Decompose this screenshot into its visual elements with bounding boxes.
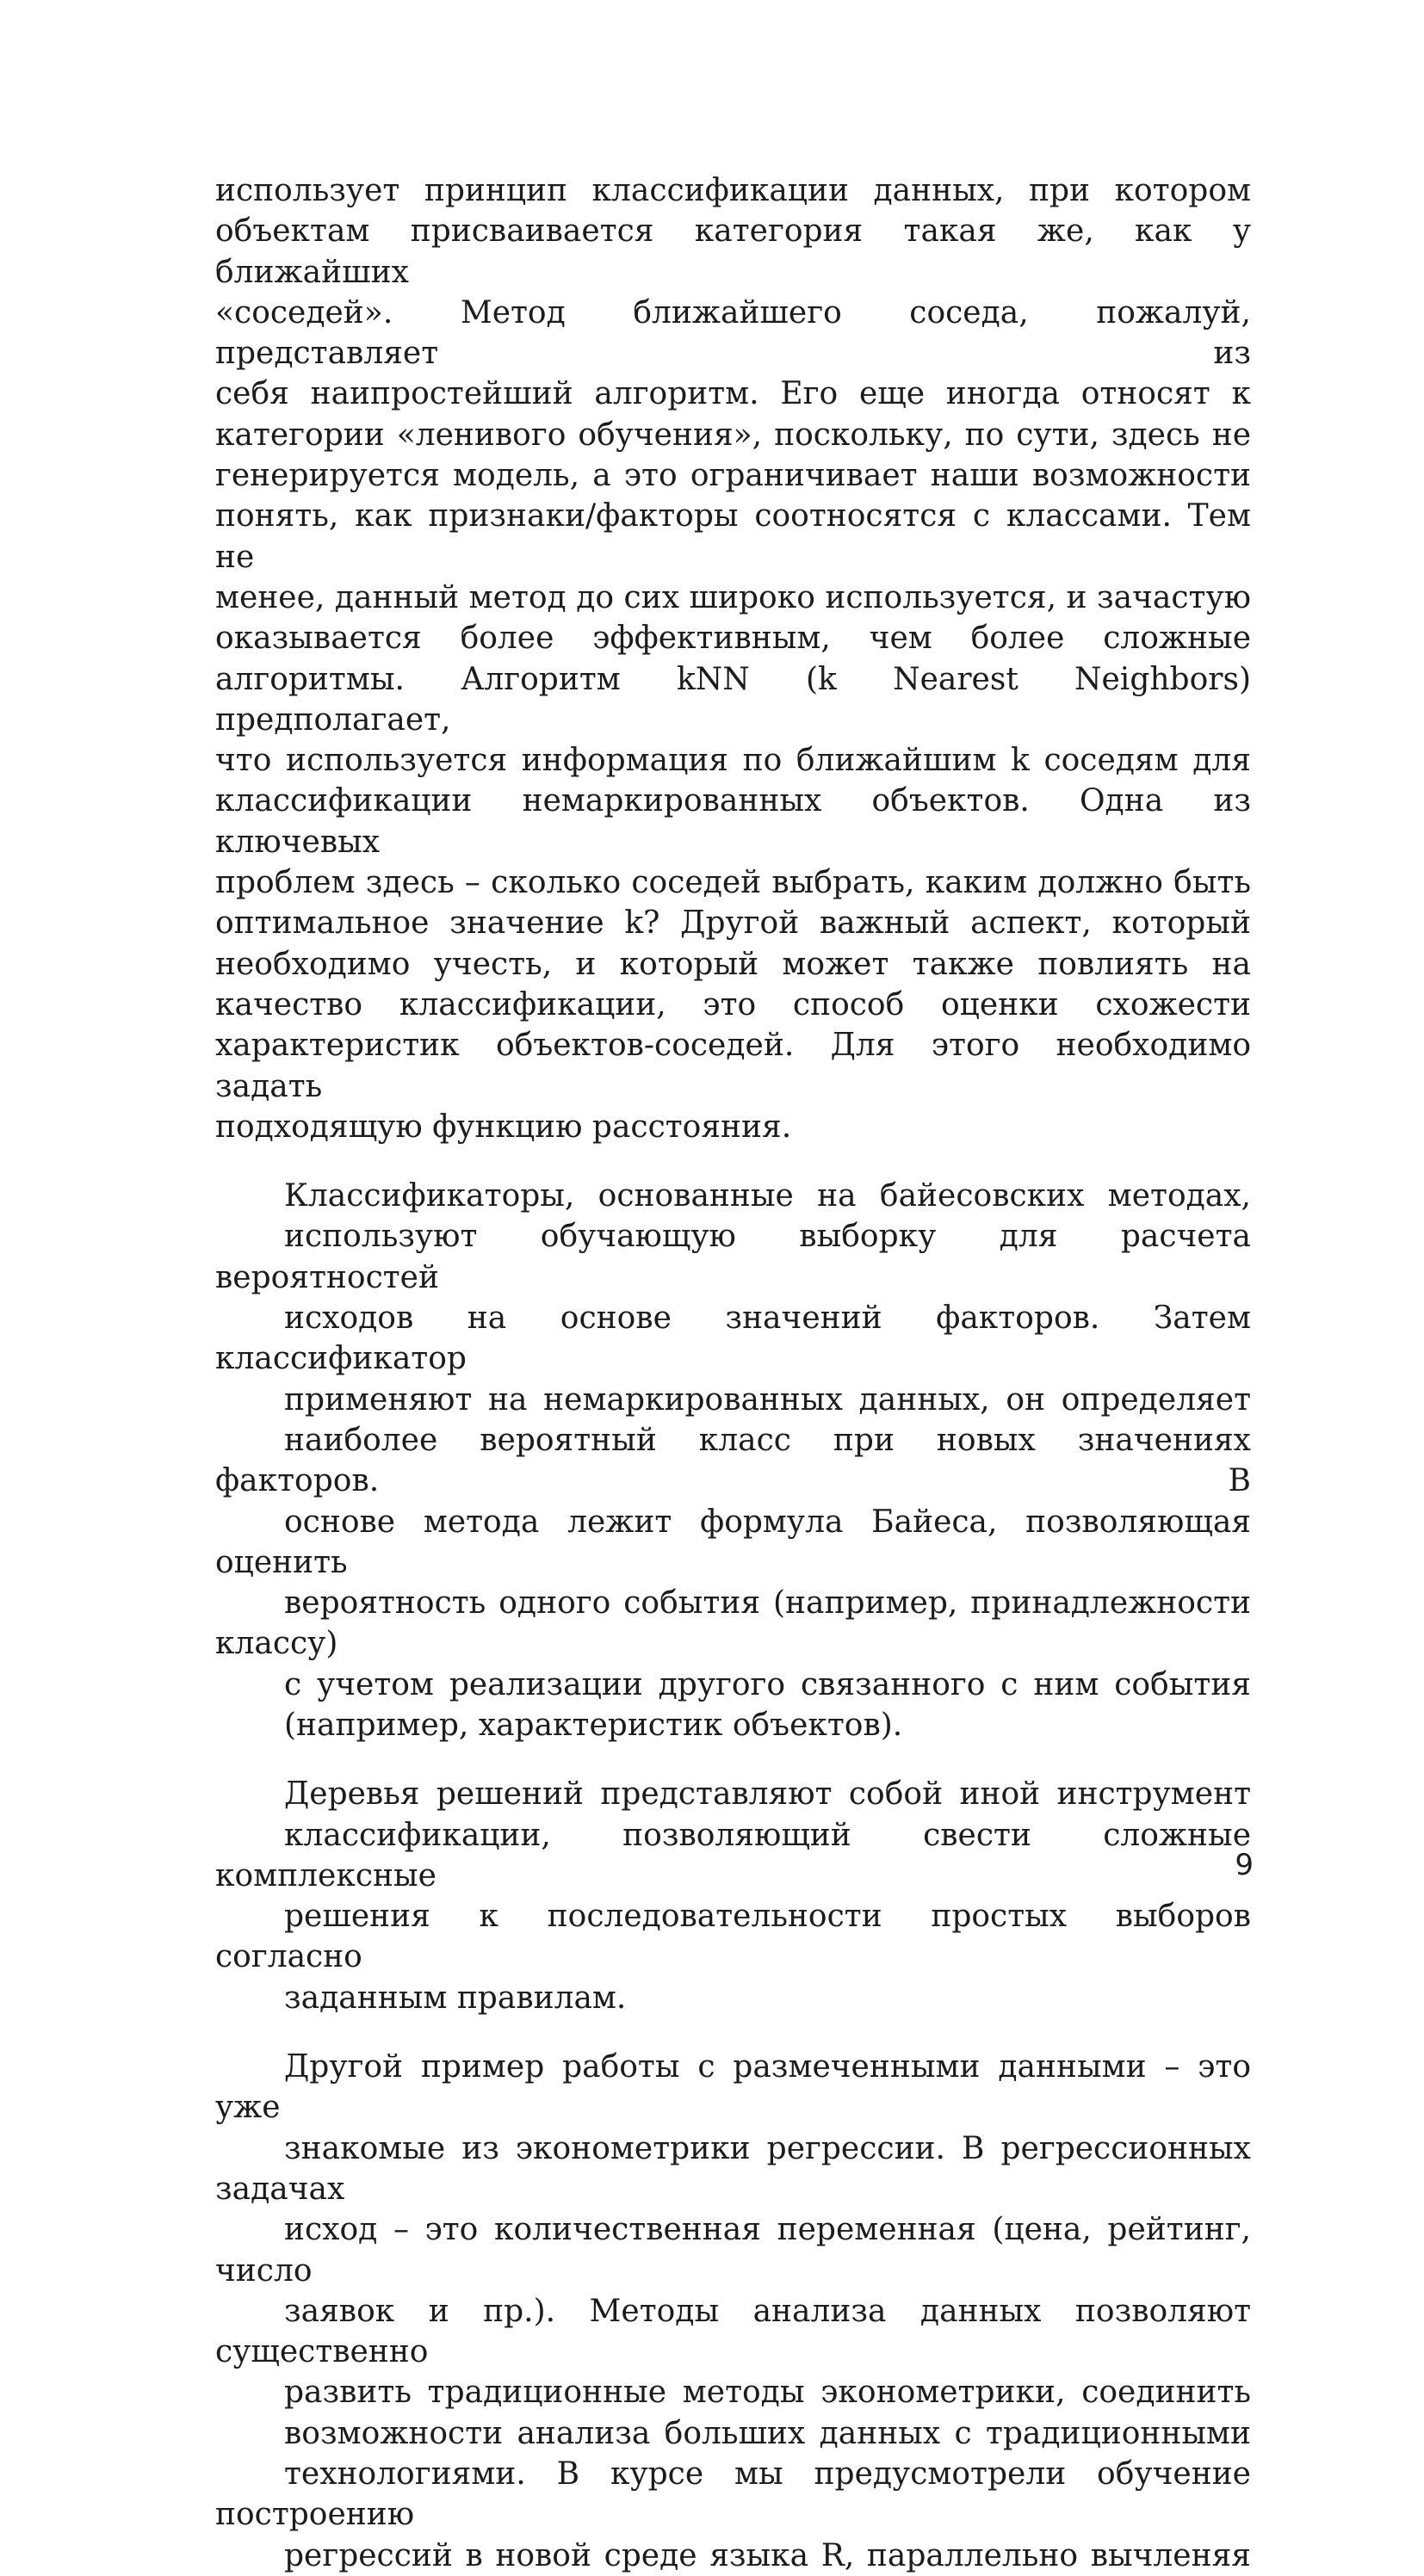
text-line: технологиями. В курсе мы предусмотрели обучение построению	[215, 2456, 1251, 2533]
paragraph	[215, 1774, 1251, 2018]
text-line: наиболее вероятный класс при новых значениях факторов. В	[215, 1422, 1251, 1499]
text-line: (например, характеристик объектов).	[284, 1707, 903, 1743]
text-line: регрессий в новой среде языка R, параллельно вычленяя	[284, 2537, 1251, 2573]
text-line: оказывается более эффективным, чем более сложные	[215, 621, 1251, 657]
text-line: необходимо учесть, и который может также повлиять на	[215, 946, 1251, 982]
text-line: исход – это количественная переменная (цена, рейтинг, число	[215, 2212, 1251, 2289]
text-line: применяют на немаркированных данных, он определяет	[284, 1381, 1251, 1418]
text-line: использует принцип классификации данных, при котором	[215, 173, 1251, 208]
text-line: используют обучающую выборку для расчета вероятностей	[215, 1219, 1251, 1295]
text-line: что используется информация по ближайшим k соседям для	[215, 743, 1251, 779]
body-text	[215, 170, 1251, 2576]
paragraph	[215, 1176, 1251, 1745]
text-line: категории «ленивого обучения», поскольку, по сути, здесь не	[215, 417, 1251, 453]
text-line: менее, данный метод до сих широко используется, и зачастую	[215, 579, 1251, 615]
text-line: Деревья решений представляют собой иной инструмент	[284, 1776, 1251, 1813]
text-line: решения к последовательности простых выборов согласно	[215, 1899, 1251, 1975]
text-line: вероятность одного события (например, принадлежности классу)	[215, 1585, 1251, 1662]
text-line: подходящую функцию расстояния.	[215, 1109, 792, 1145]
text-line: оптимальное значение k? Другой важный аспект, который	[215, 905, 1251, 942]
text-line: исходов на основе значений факторов. Затем классификатор	[215, 1300, 1251, 1377]
text-line: характеристик объектов-соседей. Для этого необходимо задать	[215, 1028, 1251, 1104]
text-line: проблем здесь – сколько соседей выбрать, каким должно быть	[215, 865, 1251, 901]
text-line: заданным правилам.	[284, 1980, 627, 2016]
text-line: классификации, позволяющий свести сложные комплексные	[215, 1817, 1251, 1893]
text-line: генерируется модель, а это ограничивает наши возможности	[215, 458, 1251, 494]
text-line: классификации немаркированных объектов. Одна из ключевых	[215, 783, 1251, 860]
text-line: знакомые из эконометрики регрессии. В регрессионных задачах	[215, 2130, 1251, 2207]
text-line: основе метода лежит формула Байеса, позволяющая оценить	[215, 1504, 1251, 1580]
text-line: качество классификации, это способ оценки схожести	[215, 986, 1251, 1022]
text-line: алгоритмы. Алгоритм kNN (k Nearest Neighbors) предполагает,	[215, 661, 1251, 738]
text-line: развить традиционные методы эконометрики, соединить	[284, 2375, 1251, 2411]
text-line: заявок и пр.). Методы анализа данных позволяют существенно	[215, 2293, 1251, 2370]
text-line: с учетом реализации другого связанного с ним события	[284, 1666, 1251, 1702]
text-line: объектам присваивается категория такая же, как у ближайших	[215, 213, 1251, 290]
paragraph	[215, 170, 1251, 1147]
text-line: понять, как признаки/факторы соотносятся с классами. Тем не	[215, 498, 1251, 575]
paragraph	[215, 2047, 1251, 2576]
text-line: Классификаторы, основанные на байесовских методах,	[284, 1178, 1251, 1214]
page-number: 9	[1235, 1848, 1254, 1882]
text-line: себя наипростейший алгоритм. Его еще иногда относят к	[215, 376, 1251, 412]
text-line: Другой пример работы с размеченными данными – это уже	[215, 2049, 1251, 2126]
text-line: возможности анализа больших данных с традиционными	[284, 2415, 1251, 2451]
text-line: «соседей». Метод ближайшего соседа, пожалуй, представляет из	[215, 294, 1251, 372]
